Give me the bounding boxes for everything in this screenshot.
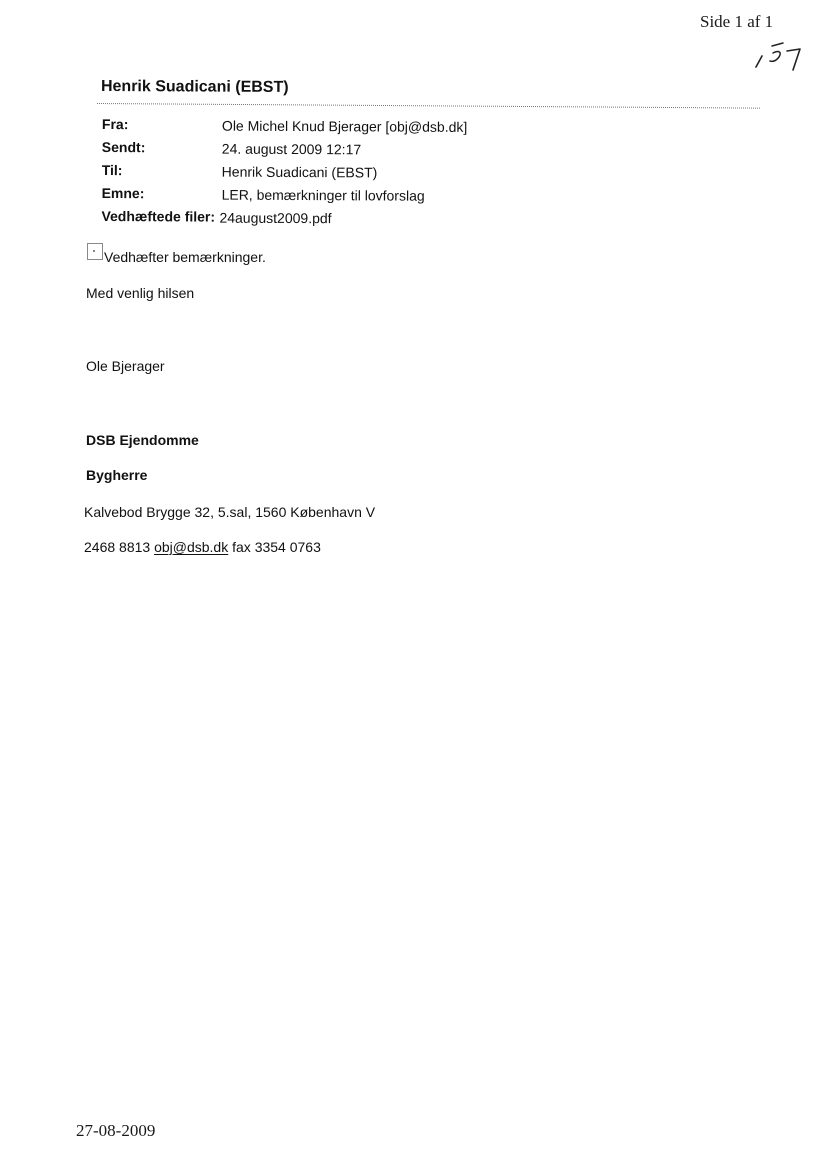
print-date: 27-08-2009 [76,1121,156,1140]
email-header-fields [101,116,468,231]
field-subject-value: LER, bemærkninger til lovforslag [221,186,425,204]
field-from-label: Fra: [101,116,129,133]
signature-name: Ole Bjerager [86,358,165,374]
page-number: Side 1 af 1 [700,12,774,31]
field-attachments-value: 24august2009.pdf [219,209,332,227]
handwritten-page-mark [752,40,804,74]
attachment-line [87,244,266,265]
email-header-name: Henrik Suadicani (EBST) [100,78,289,96]
signature-contact [84,539,321,555]
field-sent-label: Sendt: [101,138,146,156]
attachment-placeholder-icon [87,243,103,260]
header-divider [97,103,760,109]
field-subject-label: Emne: [101,184,145,202]
field-from-value: Ole Michel Knud Bjerager [obj@dsb.dk] [221,117,468,135]
field-attachments-label: Vedhæftede filer: [101,207,216,225]
signature-phone: 2468 8813 [84,539,151,555]
signature-role: Bygherre [86,467,148,483]
greeting: Med venlig hilsen [86,285,195,301]
field-to-label: Til: [101,161,123,179]
signature-email-link[interactable]: obj@dsb.dk [154,539,229,555]
attachment-line-text: Vedhæfter bemærkninger. [104,249,266,265]
field-to-value: Henrik Suadicani (EBST) [221,163,378,181]
signature-company: DSB Ejendomme [86,432,199,448]
signature-address: Kalvebod Brygge 32, 5.sal, 1560 København V [84,504,376,520]
signature-fax: fax 3354 0763 [232,539,321,555]
field-sent-value: 24. august 2009 12:17 [221,140,362,158]
